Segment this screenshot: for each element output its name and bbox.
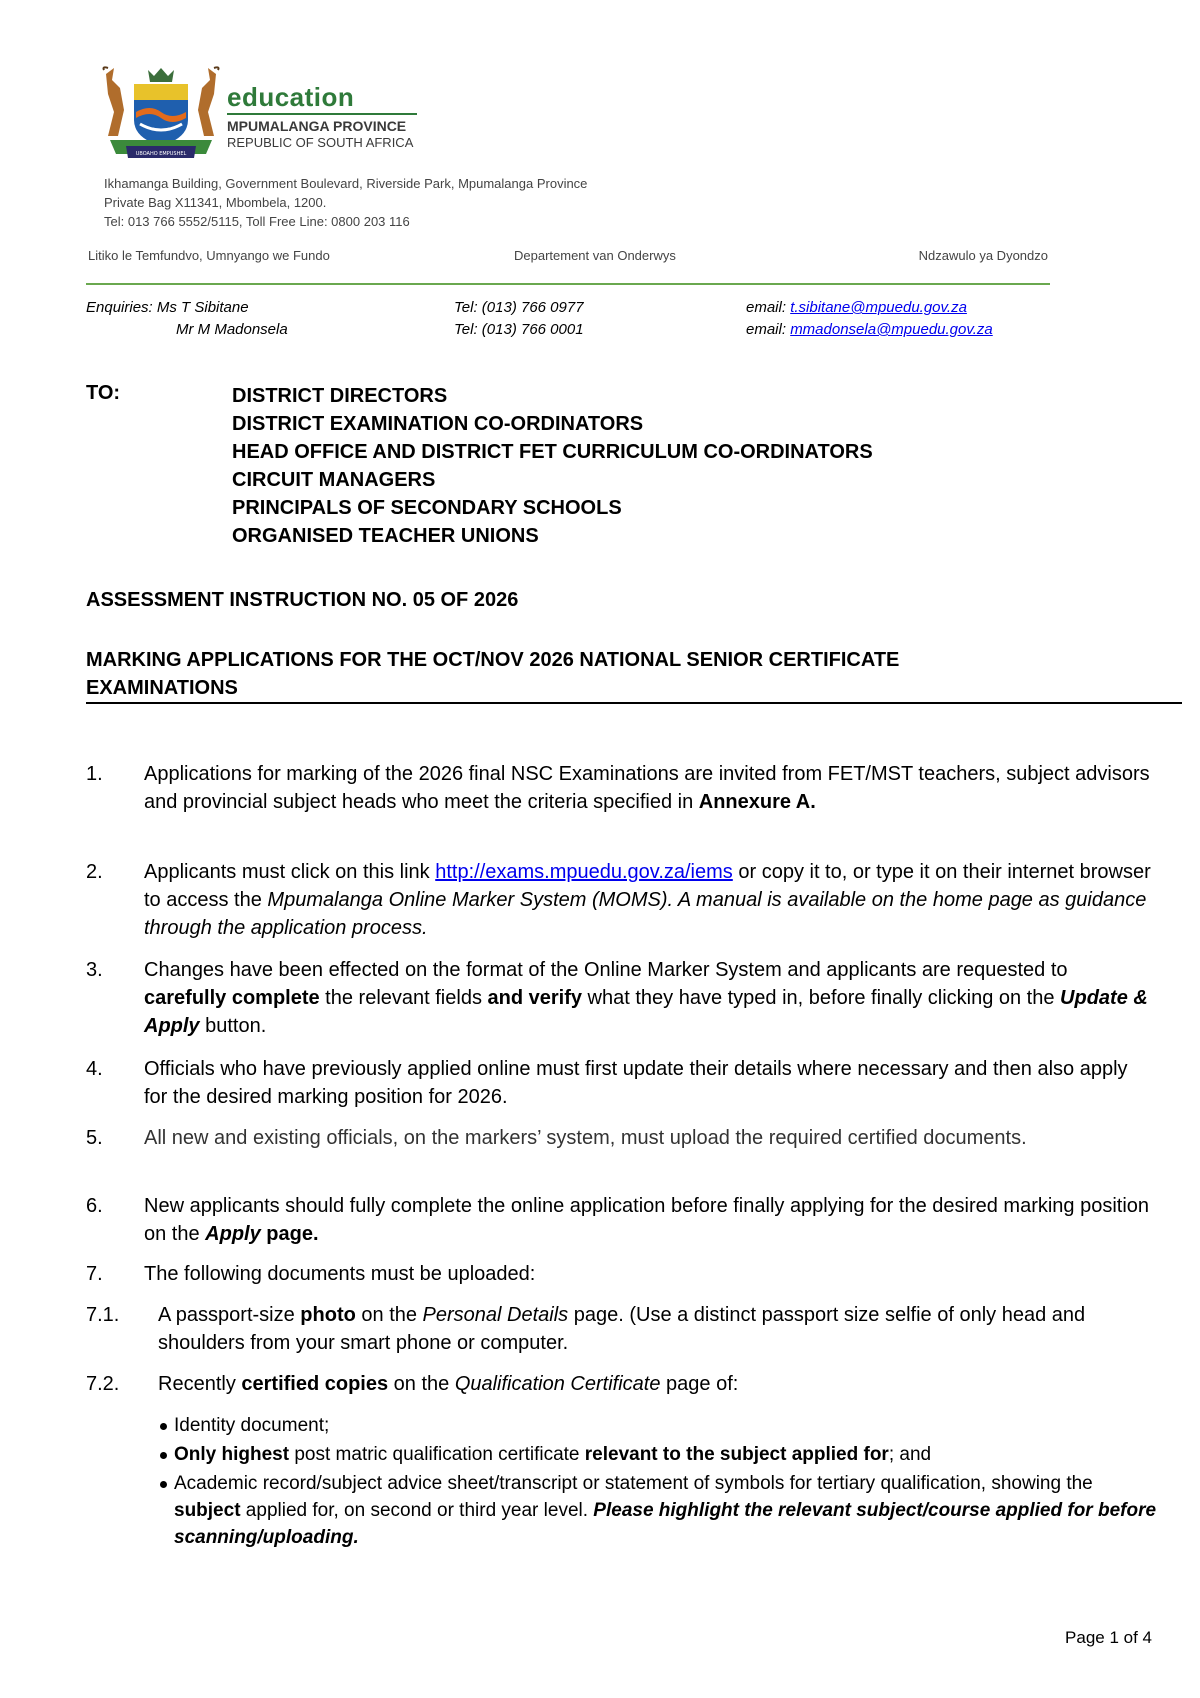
to-label: TO: <box>86 382 121 404</box>
email-label: email: <box>746 321 787 338</box>
annexure-reference: Annexure A. <box>698 791 816 813</box>
item-text-part: page. <box>260 1223 319 1245</box>
item-text-part: Recently <box>158 1373 242 1395</box>
bullet-text-part: subject <box>174 1500 241 1521</box>
document-title-line-2: EXAMINATIONS <box>86 677 238 699</box>
bullet-text-part: post matric qualification certificate <box>289 1444 585 1465</box>
department-names-languages <box>88 248 1048 266</box>
bullet-item <box>174 1412 1164 1439</box>
department-address <box>104 174 587 231</box>
enquiries-tel-1: Tel: (013) 766 0977 <box>454 299 584 316</box>
item-text-part: page of: <box>660 1373 739 1395</box>
enquiries-email-1 <box>746 299 967 316</box>
instruction-number: ASSESSMENT INSTRUCTION NO. 05 OF 2026 <box>86 589 519 611</box>
item-number: 1. <box>86 763 103 785</box>
brand-rule <box>227 113 417 115</box>
title-underline <box>86 702 1182 704</box>
department-name-siswati: Litiko le Temfundvo, Umnyango we Fundo <box>88 248 330 263</box>
item-text <box>144 956 1154 1040</box>
item-text-part: New applicants should fully complete the online application before finally applying for the desired marking position on the <box>144 1195 1150 1245</box>
bullet-text-part: Only highest <box>174 1444 290 1465</box>
bullet-text-part: applied for, on second or third year level. <box>240 1500 594 1521</box>
item-text-part: Changes have been effected on the format of the Online Marker System and applicants are requested to <box>144 959 1068 981</box>
item-text-part: page. (Use a distinct passport size selfie of only head and shoulders from your smart phone or computer. <box>158 1304 1086 1354</box>
email-label: email: <box>746 299 787 316</box>
address-line-2: Private Bag X11341, Mbombela, 1200. <box>104 195 327 210</box>
enquiries-label: Enquiries: Ms T Sibitane <box>86 299 249 316</box>
document-title-line-1: MARKING APPLICATIONS FOR THE OCT/NOV 2026 NATIONAL SENIOR CERTIFICATE <box>86 649 900 671</box>
bullet-text-part: ; and <box>888 1444 932 1465</box>
item-number: 2. <box>86 861 103 883</box>
bullet-text-part: Academic record/subject advice sheet/transcript or statement of symbols for tertiary qualification, showing the <box>174 1473 1093 1494</box>
email-link-sibitane[interactable]: t.sibitane@mpuedu.gov.za <box>790 299 967 316</box>
item-text-part: carefully complete <box>144 987 320 1009</box>
svg-text:UBOAHO EMPUSHEL: UBOAHO EMPUSHEL <box>135 151 187 157</box>
item-text-part: A passport-size <box>158 1304 301 1326</box>
brand-province: MPUMALANGA PROVINCE <box>227 118 407 134</box>
item-text-part: Update & Apply <box>144 987 1148 1037</box>
enquiries-tel-2: Tel: (013) 766 0001 <box>454 321 584 338</box>
recipient-item: PRINCIPALS OF SECONDARY SCHOOLS <box>232 497 622 519</box>
iems-link[interactable]: http://exams.mpuedu.gov.za/iems <box>435 861 733 883</box>
document-title <box>86 646 899 702</box>
item-text <box>144 760 1154 816</box>
item-text: Officials who have previously applied online must first update their details where necessary and then also apply for the desired marking position for 2026. <box>144 1058 1128 1108</box>
letterhead-divider <box>86 283 1050 285</box>
item-text <box>158 1370 1154 1398</box>
bullet-dot <box>160 1481 167 1488</box>
recipient-item: HEAD OFFICE AND DISTRICT FET CURRICULUM CO-ORDINATORS <box>232 441 873 463</box>
department-name-xitsonga: Ndzawulo ya Dyondzo <box>918 248 1048 263</box>
item-text-part: or copy it to, or type it on their internet browser to access the <box>144 861 1151 911</box>
item-text-part: button. <box>199 1015 267 1037</box>
address-line-1: Ikhamanga Building, Government Boulevard, Riverside Park, Mpumalanga Province <box>104 176 588 191</box>
item-text-part: Personal Details <box>422 1304 569 1326</box>
bullet-dot <box>160 1452 167 1459</box>
department-name-afrikaans: Departement van Onderwys <box>514 248 676 263</box>
item-text <box>144 858 1154 942</box>
recipient-item: CIRCUIT MANAGERS <box>232 469 436 491</box>
bullet-text: Identity document; <box>174 1415 330 1436</box>
item-text-part: Mpumalanga Online Marker System (MOMS). A manual is available on the home page as guidance through the application process. <box>144 889 1147 939</box>
bullet-item <box>174 1470 1164 1551</box>
item-text-part: Applications for marking of the 2026 final NSC Examinations are invited from FET/MST teachers, subject advisors and provincial subject heads who meet the criteria specified in <box>144 763 1150 813</box>
bullet-item <box>174 1441 1164 1468</box>
bullet-dot <box>160 1423 167 1430</box>
item-text-part: on the <box>355 1304 423 1326</box>
provincial-coat-of-arms-logo <box>100 66 222 162</box>
item-number: 7. <box>86 1263 103 1285</box>
item-text-part: Apply <box>205 1223 261 1245</box>
item-text-part: the relevant fields <box>319 987 488 1009</box>
item-text: All new and existing officials, on the markers’ system, must upload the required certified documents. <box>144 1127 1027 1149</box>
item-text-part: Applicants must click on this link <box>144 861 436 883</box>
item-text <box>144 1192 1154 1248</box>
page-number: Page 1 of 4 <box>1065 1628 1152 1647</box>
item-text-part: photo <box>300 1304 356 1326</box>
item-text <box>158 1301 1154 1357</box>
bullet-text-part: relevant to the subject applied for <box>584 1444 889 1465</box>
item-text-part: and verify <box>487 987 582 1009</box>
item-number: 4. <box>86 1058 103 1080</box>
recipient-item: DISTRICT EXAMINATION CO-ORDINATORS <box>232 413 644 435</box>
item-text-part: on the <box>388 1373 455 1395</box>
brand-republic: REPUBLIC OF SOUTH AFRICA <box>227 135 414 150</box>
item-text-part: what they have typed in, before finally clicking on the <box>581 987 1061 1009</box>
item-number: 7.1. <box>86 1304 120 1326</box>
item-number: 5. <box>86 1127 103 1149</box>
item-number: 3. <box>86 959 103 981</box>
recipient-list <box>232 382 873 550</box>
item-text-part: certified copies <box>241 1373 389 1395</box>
recipient-item: ORGANISED TEACHER UNIONS <box>232 525 539 547</box>
item-number: 7.2. <box>86 1373 120 1395</box>
enquiries-second-contact: Mr M Madonsela <box>176 321 288 338</box>
bullet-text-part: Please highlight the relevant subject/course applied for before scanning/uploading. <box>174 1500 1157 1548</box>
item-text: The following documents must be uploaded: <box>144 1263 536 1285</box>
department-brand <box>227 84 417 150</box>
brand-education: education <box>227 82 355 112</box>
recipient-item: DISTRICT DIRECTORS <box>232 385 448 407</box>
item-text-part: Qualification Certificate <box>454 1373 661 1395</box>
email-link-madonsela[interactable]: mmadonsela@mpuedu.gov.za <box>790 321 993 338</box>
address-line-3: Tel: 013 766 5552/5115, Toll Free Line: 0800 203 116 <box>104 214 410 229</box>
enquiries-email-2 <box>746 321 993 338</box>
item-number: 6. <box>86 1195 103 1217</box>
